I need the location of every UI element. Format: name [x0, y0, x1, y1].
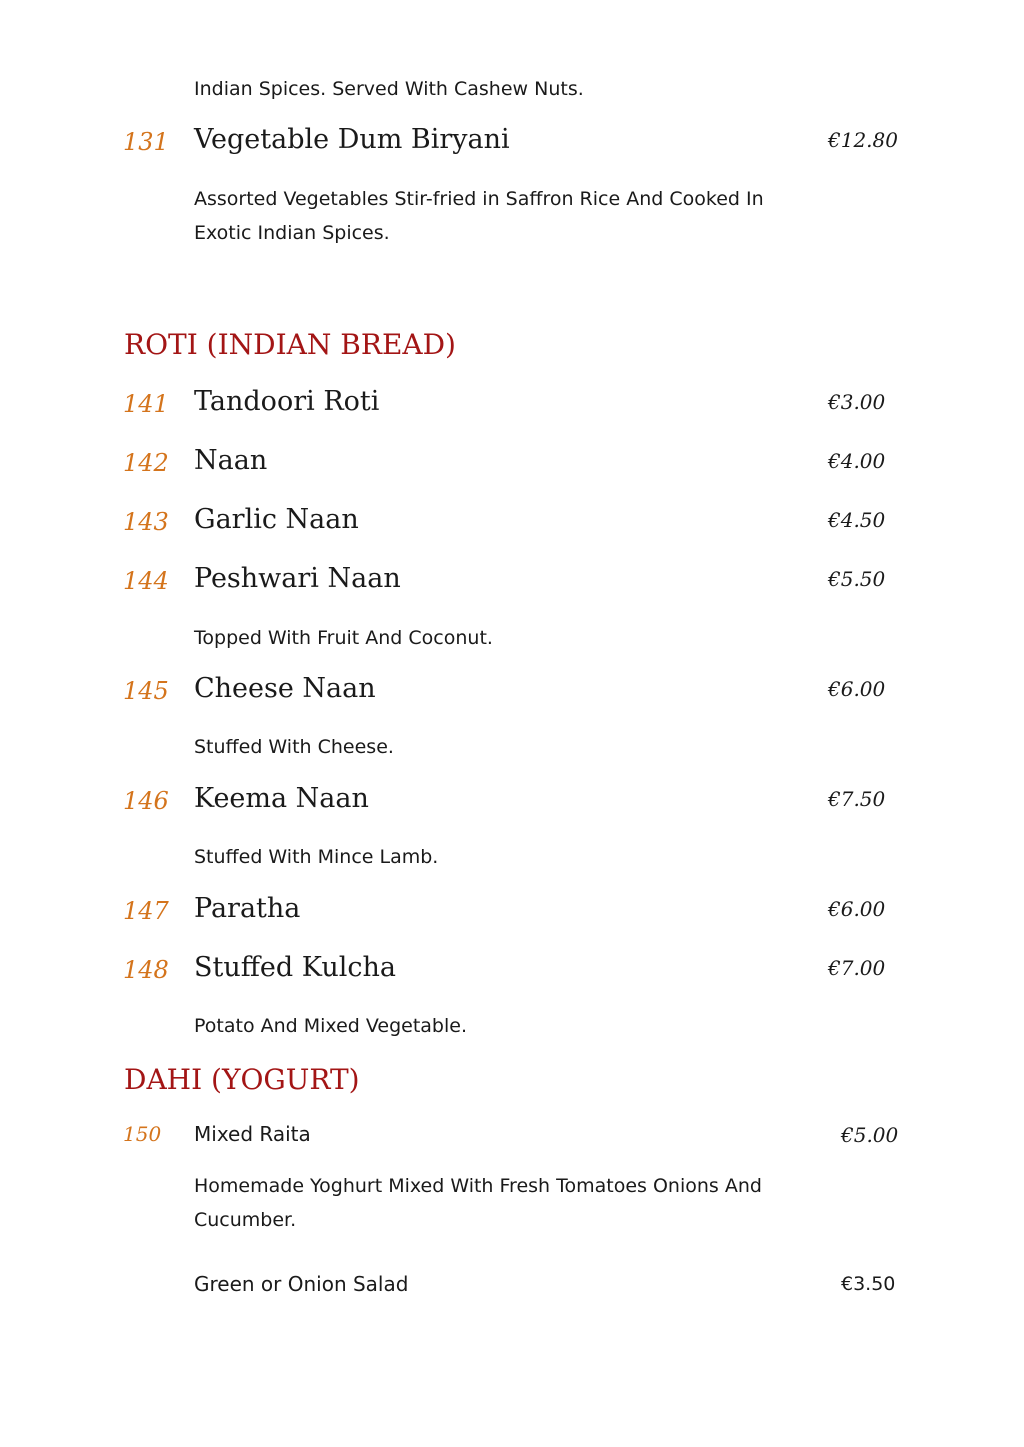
- item-name: Peshwari Naan: [194, 563, 401, 594]
- item-number: 144: [123, 567, 169, 595]
- item-price: €6.00: [828, 897, 886, 921]
- item-name: Mixed Raita: [194, 1122, 311, 1146]
- item-price: €7.00: [828, 956, 886, 980]
- item-name: Keema Naan: [194, 783, 369, 814]
- item-price: €3.00: [828, 390, 886, 414]
- section-heading-roti: ROTI (INDIAN BREAD): [124, 328, 456, 361]
- item-number: 141: [123, 390, 169, 418]
- item-number: 131: [123, 128, 169, 156]
- item-description: Assorted Vegetables Stir-fried in Saffron Rice And Cooked In Exotic Indian Spices.: [194, 188, 764, 244]
- item-description: Potato And Mixed Vegetable.: [194, 1015, 467, 1037]
- item-number: 148: [123, 956, 169, 984]
- item-name: Garlic Naan: [194, 504, 359, 535]
- item-price: €7.50: [828, 787, 886, 811]
- item-number: 146: [123, 787, 169, 815]
- intro-description: Indian Spices. Served With Cashew Nuts.: [194, 78, 584, 100]
- item-price: €6.00: [828, 677, 886, 701]
- item-description: Stuffed With Cheese.: [194, 736, 394, 758]
- section-heading-dahi: DAHI (YOGURT): [124, 1063, 360, 1096]
- item-name: Vegetable Dum Biryani: [194, 124, 510, 155]
- item-name: Naan: [194, 445, 268, 476]
- item-name: Green or Onion Salad: [194, 1272, 409, 1296]
- item-name: Paratha: [194, 893, 301, 924]
- item-description: Topped With Fruit And Coconut.: [194, 627, 493, 649]
- item-number: 142: [123, 449, 169, 477]
- item-number: 143: [123, 508, 169, 536]
- item-description: Stuffed With Mince Lamb.: [194, 846, 439, 868]
- item-number: 150: [123, 1122, 162, 1146]
- item-name: Cheese Naan: [194, 673, 376, 704]
- item-price: €4.50: [828, 508, 886, 532]
- item-description: Homemade Yoghurt Mixed With Fresh Tomatoes Onions And Cucumber.: [194, 1175, 762, 1231]
- item-price: €12.80: [828, 128, 898, 152]
- item-name: Tandoori Roti: [194, 386, 380, 417]
- item-price: €4.00: [828, 449, 886, 473]
- item-number: 147: [123, 897, 169, 925]
- item-price: €5.50: [828, 567, 886, 591]
- item-number: 145: [123, 677, 169, 705]
- item-price: €3.50: [841, 1273, 896, 1295]
- item-price: €5.00: [841, 1123, 899, 1147]
- item-name: Stuffed Kulcha: [194, 952, 396, 983]
